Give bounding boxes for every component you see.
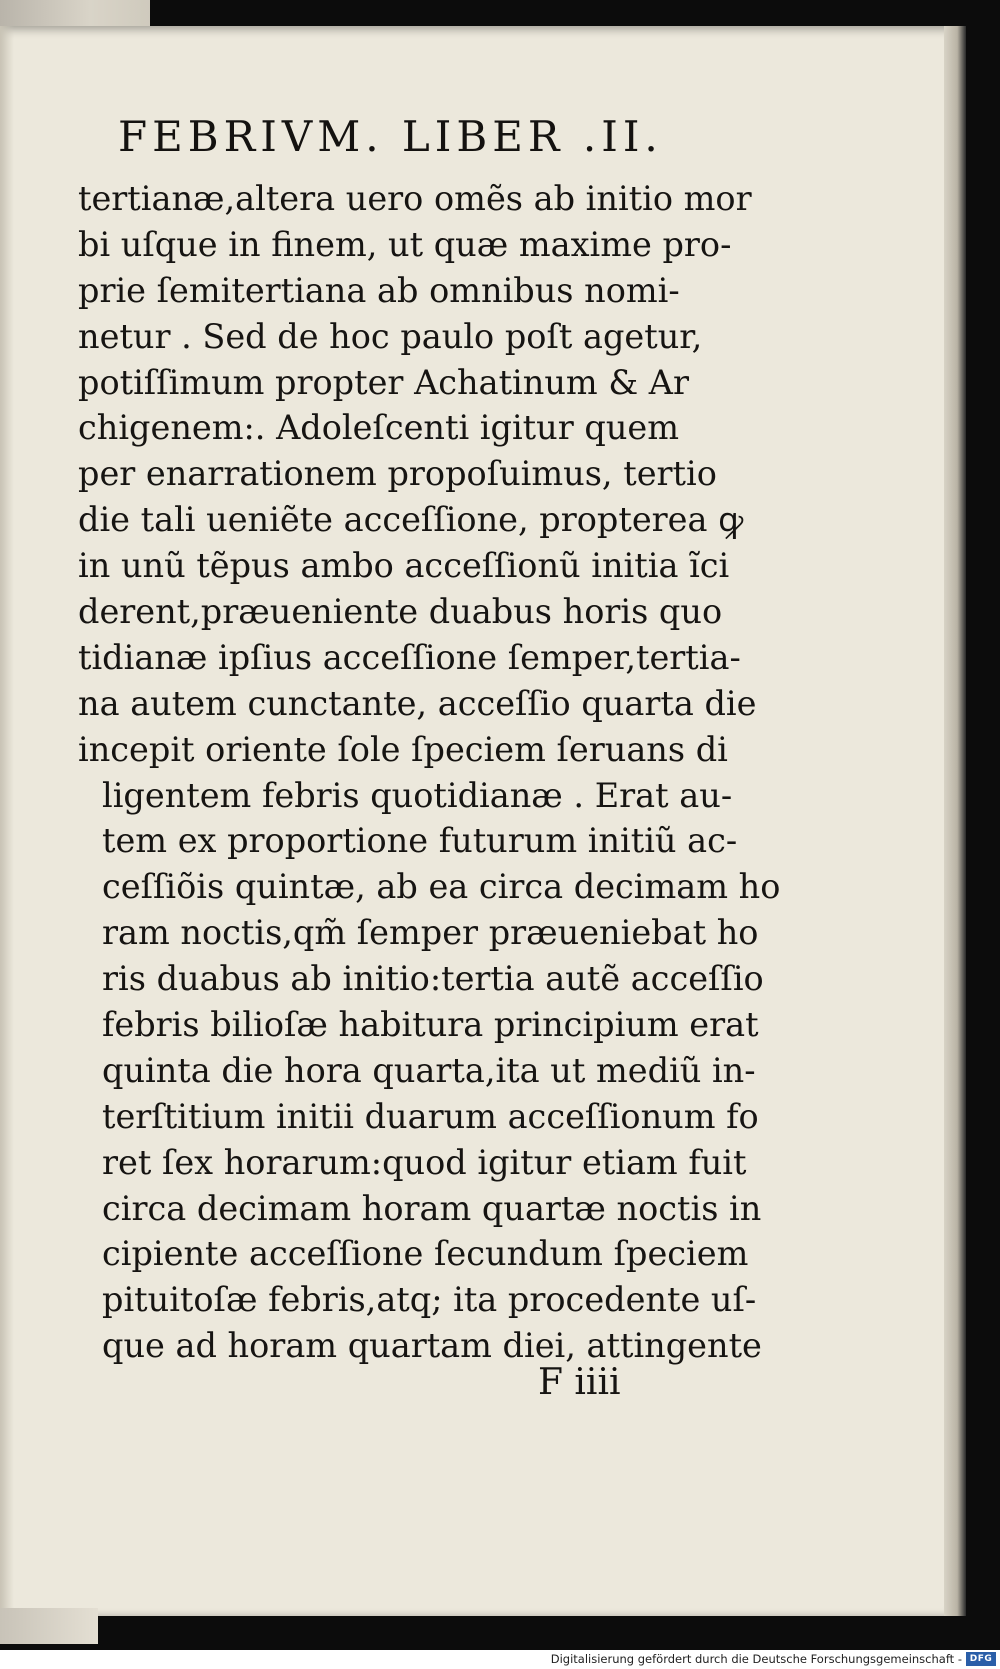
text-line: ret ſex horarum:quod igitur etiam fuit: [102, 1142, 747, 1182]
text-line: tidianæ ipſius acceſſione ſemper,tertia-: [78, 637, 741, 677]
dfg-logo: DFG: [966, 1652, 996, 1666]
text-line: circa decimam horam quartæ noctis in: [102, 1188, 762, 1228]
digitization-credit: Digitalisierung gefördert durch die Deutsche Forschungsgemeinschaft -: [550, 1652, 962, 1666]
text-line: derent,præueniente duabus horis quo: [78, 592, 723, 632]
text-line: tem ex proportione futurum initiũ ac-: [102, 821, 738, 861]
text-line: netur . Sed de hoc paulo poſt agetur,: [78, 316, 703, 356]
signature-mark: F iiii: [538, 1362, 621, 1403]
binding-tab-bottom: [0, 1608, 98, 1644]
text-line: potiſſimum propter Achatinum & Ar: [78, 362, 689, 402]
text-line: pituitoſæ febris,atq; ita procedente uſ-: [102, 1280, 757, 1320]
text-line: tertianæ,altera uero omẽs ab initio mor: [78, 179, 752, 218]
text-line: terſtitium initii duarum acceſſionum fo: [102, 1096, 759, 1136]
text-line: ris duabus ab initio:tertia autẽ acceſſio: [102, 959, 764, 999]
text-line: que ad horam quartam diei, attingente: [102, 1326, 762, 1366]
text-line: per enarrationem propoſuimus, tertio: [78, 454, 717, 494]
page-gutter-shadow: [0, 26, 14, 1616]
text-line: ram noctis,qm̃ ſemper præueniebat ho: [102, 913, 759, 953]
text-line: ligentem febris quotidianæ . Erat au-: [102, 775, 733, 815]
text-line: in unũ tẽpus ambo acceſſionũ initia ĩci: [78, 546, 730, 586]
text-line: chigenem:. Adoleſcenti igitur quem: [78, 408, 679, 448]
running-head: FEBRIVM. LIBER .II.: [118, 112, 663, 161]
binding-tab-top: [0, 0, 150, 28]
text-line: incepit oriente ſole ſpeciem ſeruans di: [78, 729, 728, 769]
text-line: quinta die hora quarta,ita ut mediũ in-: [102, 1050, 756, 1090]
text-line: prie ſemitertiana ab omnibus nomi-: [78, 270, 680, 310]
text-line: ceſſiõis quintæ, ab ea circa decimam ho: [102, 867, 781, 907]
text-block: [78, 176, 781, 1369]
text-line: na autem cunctante, acceſſio quarta die: [78, 683, 757, 723]
text-line: febris bilioſæ habitura principium erat: [102, 1005, 759, 1045]
text-line: cipiente acceſſione ſecundum ſpeciem: [102, 1234, 749, 1274]
page-edge: [944, 26, 966, 1616]
text-line: bi uſque in finem, ut quæ maxime pro-: [78, 224, 732, 264]
text-line: die tali ueniẽte acceſſione, propterea ꝙ: [78, 500, 744, 540]
